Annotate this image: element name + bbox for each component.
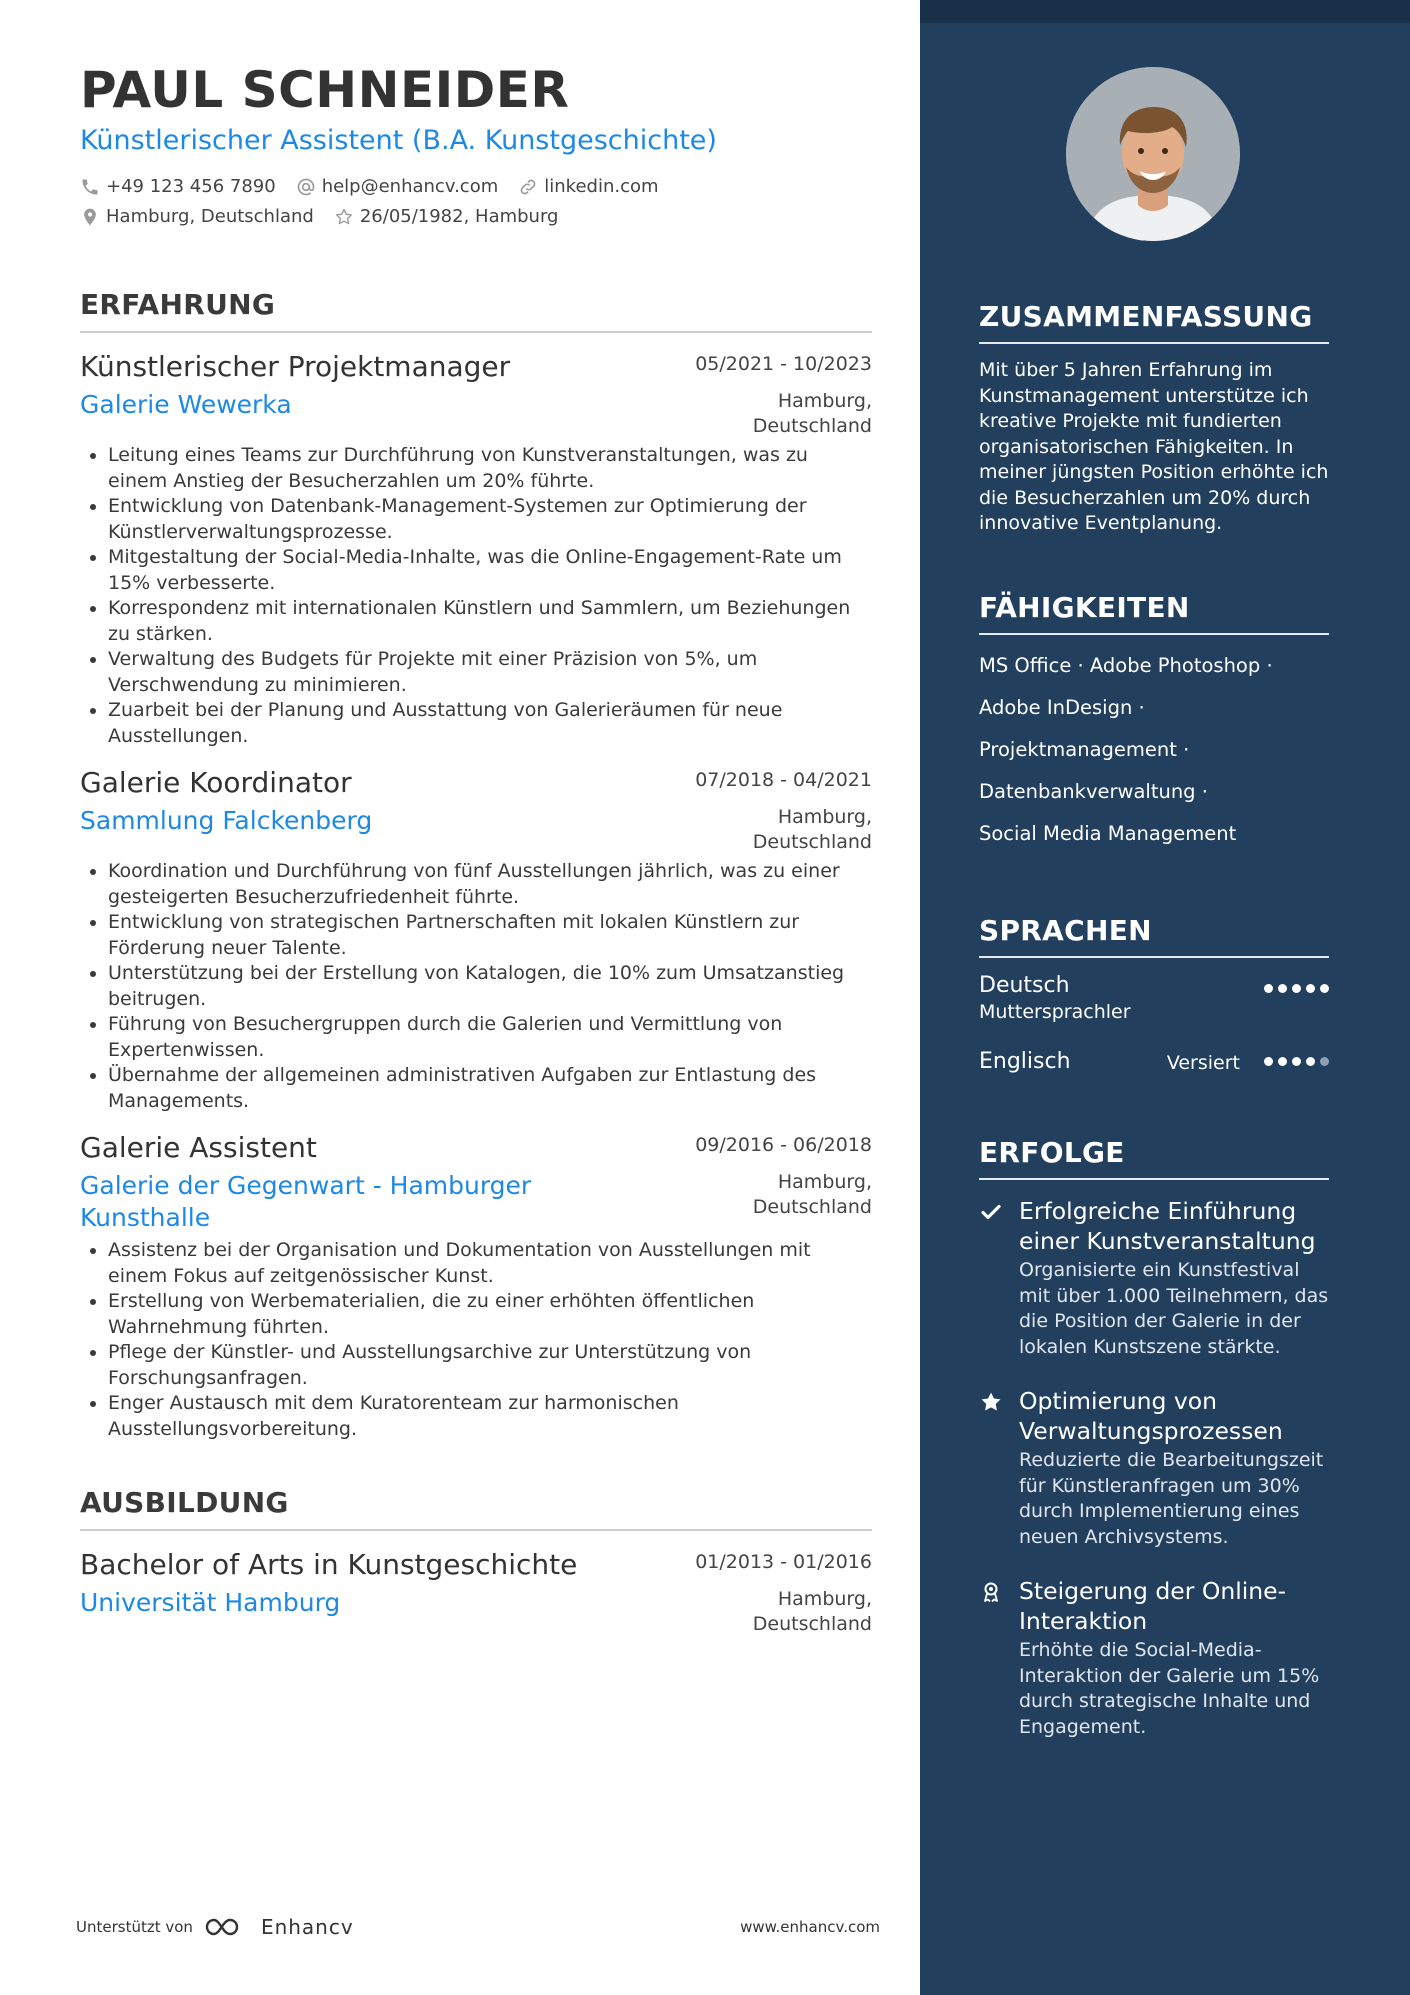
rating-dot <box>1264 984 1273 993</box>
achievement-item <box>979 1196 1329 1360</box>
company-name: Galerie der Gegenwart - Hamburger Kunsthalle <box>80 1171 532 1232</box>
link-icon <box>518 177 538 197</box>
language-level: Muttersprachler <box>979 1001 1131 1023</box>
job-location-country: Deutschland <box>752 831 872 853</box>
skill-line: Datenbankverwaltung · <box>979 780 1208 803</box>
job-dates: 07/2018 - 04/2021 <box>695 769 872 791</box>
skills-section <box>979 591 1329 855</box>
bullet-item: • Entwicklung von Datenbank-Management-Systemen zur Optimierung der Künstlerverwaltungsprozesse. <box>108 494 872 545</box>
job-dates: 09/2016 - 06/2018 <box>695 1134 872 1156</box>
experience-entry <box>80 765 872 1114</box>
bullet-item: • Zuarbeit bei der Planung und Ausstattung von Galerieräumen für neue Ausstellungen. <box>108 698 872 749</box>
powered-by <box>76 1915 354 1939</box>
bullet-item: • Leitung eines Teams zur Durchführung von Kunstveranstaltungen, was zu einem Anstieg der Besucherzahlen um 20% führte. <box>108 443 872 494</box>
enhancv-logo-icon <box>203 1915 251 1939</box>
language-rating <box>1264 984 1329 993</box>
linkedin-link[interactable]: linkedin.com <box>544 176 659 197</box>
job-title: Galerie Koordinator <box>80 766 352 799</box>
rating-dot <box>1320 984 1329 993</box>
job-bullets <box>80 1238 872 1442</box>
achievements-section <box>979 1136 1329 1740</box>
rating-dot <box>1292 1057 1301 1066</box>
main-column <box>80 60 872 1637</box>
job-location-country: Deutschland <box>752 415 872 437</box>
candidate-title: Künstlerischer Assistent (B.A. Kunstgeschichte) <box>80 125 717 156</box>
education-location-country: Deutschland <box>752 1613 872 1635</box>
job-title: Künstlerischer Projektmanager <box>80 350 511 383</box>
rating-dot <box>1306 984 1315 993</box>
website-link[interactable]: www.enhancv.com <box>740 1918 880 1936</box>
languages-heading: SPRACHEN <box>979 914 1329 958</box>
footer <box>76 1915 880 1939</box>
bullet-item: • Erstellung von Werbematerialien, die zu einer erhöhten öffentlichen Wahrnehmung führten. <box>108 1289 872 1340</box>
skills-heading: FÄHIGKEITEN <box>979 591 1329 635</box>
skill-line: Social Media Management <box>979 822 1237 845</box>
linkedin-item[interactable] <box>518 172 658 202</box>
education-location-city: Hamburg, <box>777 1588 872 1610</box>
email-item[interactable] <box>296 172 499 202</box>
education-dates: 01/2013 - 01/2016 <box>695 1551 872 1573</box>
education-location <box>753 1587 872 1637</box>
location-item <box>80 202 314 232</box>
school-name: Universität Hamburg <box>80 1588 341 1617</box>
birth-text: 26/05/1982, Hamburg <box>359 206 559 227</box>
job-location <box>753 389 872 439</box>
rating-dot <box>1306 1057 1315 1066</box>
bullet-item: • Korrespondenz mit internationalen Künstlern und Sammlern, um Beziehungen zu stärken. <box>108 596 872 647</box>
job-location <box>753 1170 872 1220</box>
job-location <box>753 805 872 855</box>
achievement-description: Organisierte ein Kunstfestival mit über 1.000 Teilnehmern, das die Position der Galerie in der lokalen Kunstszene stärkte. <box>1019 1259 1329 1358</box>
job-location-city: Hamburg, <box>777 806 872 828</box>
bullet-item: • Entwicklung von strategischen Partnerschaften mit lokalen Künstlern zur Förderung neuer Talente. <box>108 910 872 961</box>
rating-dot <box>1264 1057 1273 1066</box>
language-name: Englisch <box>979 1049 1071 1074</box>
experience-entry <box>80 349 872 749</box>
languages-section <box>979 914 1329 1076</box>
company-name: Sammlung Falckenberg <box>80 806 373 835</box>
job-bullets <box>80 443 872 749</box>
birth-item <box>334 202 559 232</box>
summary-heading: ZUSAMMENFASSUNG <box>979 300 1329 344</box>
bullet-item: • Mitgestaltung der Social-Media-Inhalte, was die Online-Engagement-Rate um 15% verbesserte. <box>108 545 872 596</box>
rating-dot <box>1278 984 1287 993</box>
bullet-item: • Pflege der Künstler- und Ausstellungsarchive zur Unterstützung von Forschungsanfragen. <box>108 1340 872 1391</box>
experience-section <box>80 288 872 1442</box>
language-item <box>979 1048 1329 1076</box>
experience-heading: ERFAHRUNG <box>80 288 872 333</box>
achievements-heading: ERFOLGE <box>979 1136 1329 1180</box>
company-name: Galerie Wewerka <box>80 390 292 419</box>
bullet-item: • Unterstützung bei der Erstellung von Katalogen, die 10% zum Umsatzanstieg beitrugen. <box>108 961 872 1012</box>
phone-item <box>80 172 276 202</box>
achievement-item <box>979 1386 1329 1550</box>
language-name: Deutsch <box>979 973 1070 998</box>
skill-line: MS Office · Adobe Photoshop · <box>979 654 1273 677</box>
bullet-item: • Übernahme der allgemeinen administrativen Aufgaben zur Entlastung des Managements. <box>108 1063 872 1114</box>
candidate-name: PAUL SCHNEIDER <box>80 61 570 119</box>
summary-section <box>979 300 1329 537</box>
summary-text: Mit über 5 Jahren Erfahrung im Kunstmanagement unterstütze ich kreative Projekte mit fundierten organisatorischen Fähigkeiten. In meiner jüngsten Position erhöhte ich die Besucherzahlen um 20% durch innovative Eventplanung. <box>979 359 1329 534</box>
phone-icon <box>80 177 100 197</box>
language-rating <box>1264 1057 1329 1066</box>
job-location-city: Hamburg, <box>777 390 872 412</box>
job-dates: 05/2021 - 10/2023 <box>695 353 872 375</box>
achievement-title: Steigerung der Online-Interaktion <box>1019 1577 1287 1635</box>
star-outline-icon <box>334 207 354 227</box>
language-level: Versiert <box>1166 1052 1240 1074</box>
sidebar-top-bar <box>920 0 1410 23</box>
star-icon <box>979 1390 1003 1414</box>
experience-entry <box>80 1130 872 1442</box>
bullet-item: • Koordination und Durchführung von fünf Ausstellungen jährlich, was zu einer gesteigerten Besucherzufriedenheit führte. <box>108 859 872 910</box>
location-pin-icon <box>80 207 100 227</box>
job-location-country: Deutschland <box>752 1196 872 1218</box>
profile-photo <box>1066 67 1240 241</box>
degree-title: Bachelor of Arts in Kunstgeschichte <box>80 1548 578 1581</box>
bullet-item: • Verwaltung des Budgets für Projekte mit einer Präzision von 5%, um Verschwendung zu minimieren. <box>108 647 872 698</box>
location-text: Hamburg, Deutschland <box>106 206 314 227</box>
rating-dot-empty <box>1320 1057 1329 1066</box>
rating-dot <box>1292 984 1301 993</box>
award-icon <box>979 1580 1003 1604</box>
bullet-item: • Führung von Besuchergruppen durch die Galerien und Vermittlung von Expertenwissen. <box>108 1012 872 1063</box>
achievement-description: Erhöhte die Social-Media-Interaktion der Galerie um 15% durch strategische Inhalte und Engagement. <box>1019 1639 1320 1738</box>
language-item <box>979 972 1329 1024</box>
check-icon <box>979 1200 1003 1224</box>
education-heading: AUSBILDUNG <box>80 1486 872 1531</box>
at-icon <box>296 177 316 197</box>
skills-list <box>979 645 1329 855</box>
brand-name: Enhancv <box>260 1915 354 1939</box>
powered-by-label: Unterstützt von <box>76 1918 193 1936</box>
achievement-title: Optimierung von Verwaltungsprozessen <box>1019 1387 1283 1445</box>
achievement-item <box>979 1576 1329 1740</box>
phone-number: +49 123 456 7890 <box>106 176 276 197</box>
skill-line: Adobe InDesign · <box>979 696 1145 719</box>
bullet-item: • Assistenz bei der Organisation und Dokumentation von Ausstellungen mit einem Fokus auf zeitgenössischer Kunst. <box>108 1238 872 1289</box>
achievement-description: Reduzierte die Bearbeitungszeit für Künstleranfragen um 30% durch Implementierung eines neuen Archivsystems. <box>1019 1449 1324 1548</box>
bullet-item: • Enger Austausch mit dem Kuratorenteam zur harmonischen Ausstellungsvorbereitung. <box>108 1391 872 1442</box>
sidebar <box>920 0 1410 1995</box>
skill-line: Projektmanagement · <box>979 738 1190 761</box>
avatar-portrait <box>1066 67 1240 241</box>
email-address[interactable]: help@enhancv.com <box>321 176 499 197</box>
rating-dot <box>1278 1057 1287 1066</box>
job-location-city: Hamburg, <box>777 1171 872 1193</box>
education-entry <box>80 1547 872 1637</box>
achievement-title: Erfolgreiche Einführung einer Kunstveranstaltung <box>1019 1197 1316 1255</box>
education-section <box>80 1486 872 1637</box>
job-title: Galerie Assistent <box>80 1131 317 1164</box>
contact-info <box>80 172 872 232</box>
job-bullets <box>80 859 872 1114</box>
